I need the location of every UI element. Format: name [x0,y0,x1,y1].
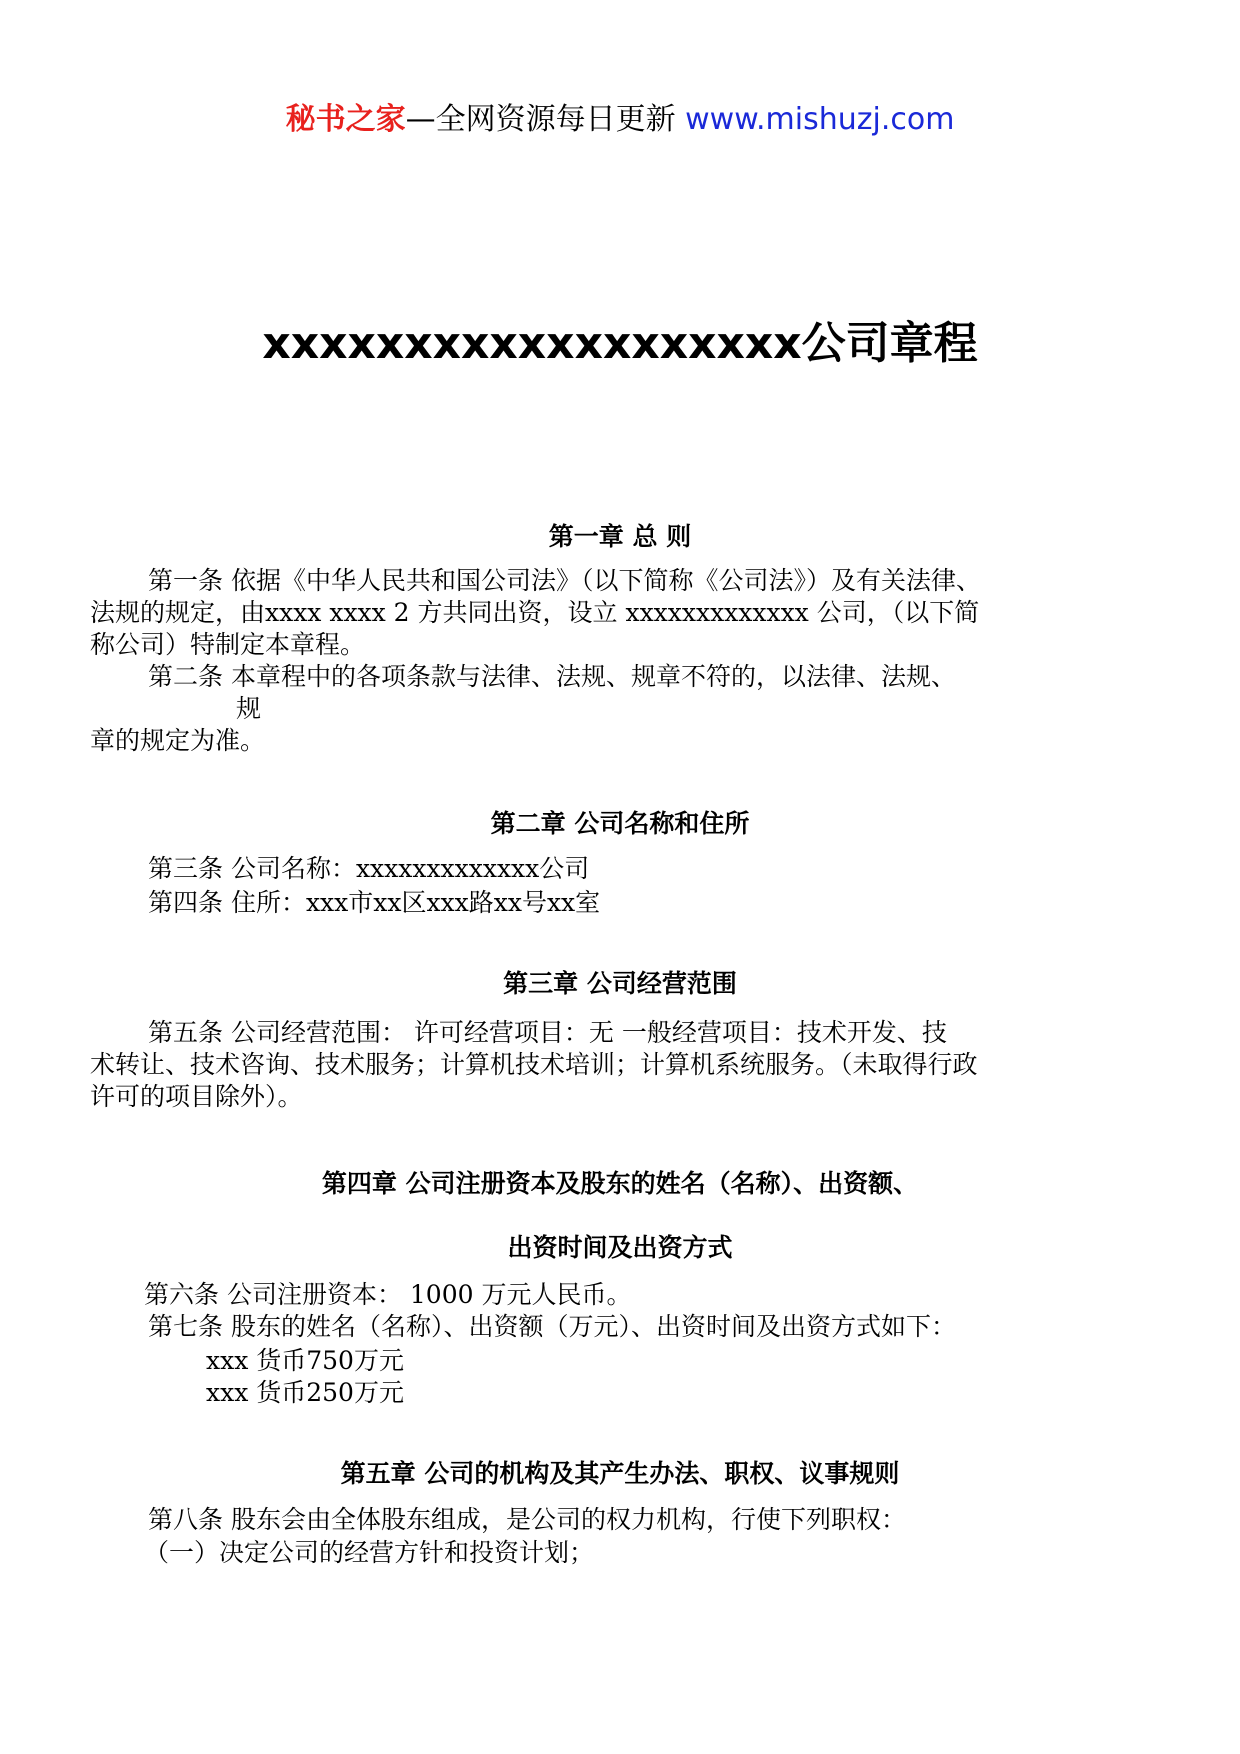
article-8: 第八条 股东会由全体股东组成，是公司的权力机构，行使下列职权： [148,1505,906,1534]
chapter-4-heading-line-1: 第四章 公司注册资本及股东的姓名（名称）、出资额、 [321,1169,919,1198]
article-4: 第四条 住所：xxx市xx区xxx路xx号xx室 [148,888,601,917]
header-slogan: —全网资源每日更新 [405,102,676,137]
brand-name: 秘书之家 [285,102,406,137]
article-6: 第六条 公司注册资本： 1000 万元人民币。 [144,1280,632,1309]
document-title: xxxxxxxxxxxxxxxxxxx公司章程 [262,318,978,369]
shareholder-row: xxx 货币750万元 [206,1346,404,1375]
shareholder-row: xxx 货币250万元 [206,1378,404,1407]
article-1-line-2: 法规的规定，由xxxx xxxx 2 方共同出资，设立 xxxxxxxxxxxxx 公司，（以下简 [90,598,980,627]
site-url-link[interactable]: www.mishuzj.com [685,102,955,137]
chapter-1-heading: 第一章 总 则 [548,522,692,551]
article-5-line-1: 第五条 公司经营范围： 许可经营项目：无 一般经营项目：技术开发、技 [148,1018,947,1047]
article-2-line-3: 章的规定为准。 [90,726,266,755]
article-7: 第七条 股东的姓名（名称）、出资额（万元）、出资时间及出资方式如下： [148,1312,956,1341]
article-2-line-1: 第二条 本章程中的各项条款与法律、法规、规章不符的，以法律、法规、 [148,662,956,691]
article-5-line-3: 许可的项目除外）。 [90,1082,303,1111]
chapter-5-heading: 第五章 公司的机构及其产生办法、职权、议事规则 [340,1459,900,1488]
article-1-line-1: 第一条 依据《中华人民共和国公司法》（以下简称《公司法》）及有关法律、 [148,566,981,595]
chapter-2-heading: 第二章 公司名称和住所 [490,809,750,838]
chapter-3-heading: 第三章 公司经营范围 [503,969,737,998]
article-5-line-2: 术转让、技术咨询、技术服务；计算机技术培训；计算机系统服务。（未取得行政 [90,1050,978,1079]
article-3: 第三条 公司名称：xxxxxxxxxxxxx公司 [148,854,590,883]
article-2-line-2: 规 [236,694,262,723]
article-1-line-3: 称公司）特制定本章程。 [90,630,366,659]
article-8-item-1: （一）决定公司的经营方针和投资计划； [144,1538,595,1567]
chapter-4-heading-line-2: 出资时间及出资方式 [507,1233,733,1262]
site-header [0,100,1240,140]
